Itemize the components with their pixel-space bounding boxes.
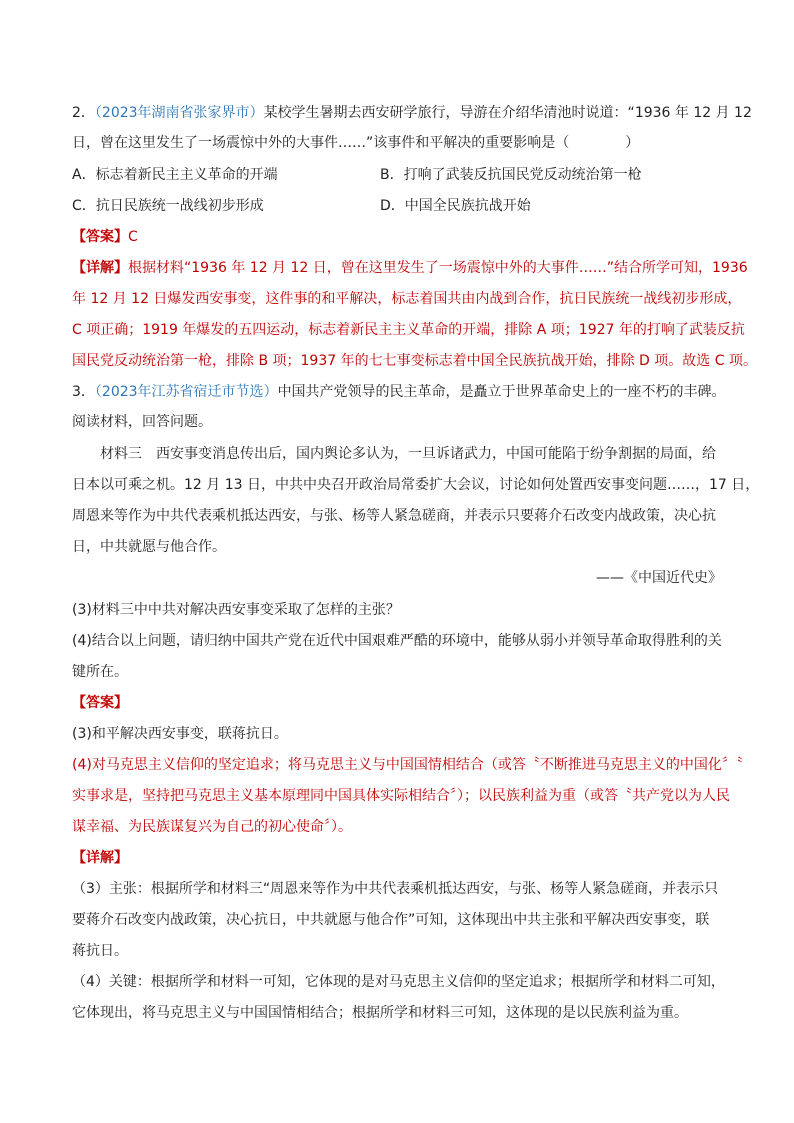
q3-number: 3．	[72, 384, 95, 400]
q3-source: 2023年江苏省宿迁市节选	[101, 384, 264, 400]
q3-detail-3-line-2: 要蒋介石改变内战政策，决心抗日，中共就愿与他合作”可知，这体现出中共主张和平解决西安事变，联	[72, 912, 710, 928]
q2-answer-line	[72, 227, 722, 247]
q3-stem-line-2: 阅读材料，回答问题。	[72, 414, 212, 430]
q3-material-line-4: 日，中共就愿与他合作。	[72, 539, 226, 555]
q2-detail-line-2: 年 12 月 12 日爆发西安事变，这件事的和平解决，标志着国共由内战到合作，抗日民族统一战线初步形成，	[72, 291, 742, 307]
q3-detail-3-line-3: 蒋抗日。	[72, 943, 128, 959]
q3-stem-line-1: 3．（2023年江苏省宿迁市节选）中国共产党领导的民主革命，是矗立于世界革命史上的一座不朽的丰碑。	[72, 384, 726, 400]
q2-stem-line-1: 2．（2023年湖南省张家界市）某校学生暑期去西安研学旅行，导游在介绍华清池时说道：“1936 年 12 月 12	[72, 105, 752, 121]
q3-sub-question-4-line-2: 键所在。	[72, 664, 128, 680]
q3-material-line-1: 材料三 西安事变消息传出后，国内舆论多认为，一旦诉诸武力，中国可能陷于纷争割据的局面，给	[100, 446, 716, 462]
q2-number: 2．	[72, 105, 95, 121]
q3-material-source: ——《中国近代史》	[596, 570, 722, 586]
q2-answer-value: C	[128, 229, 138, 245]
q3-answer-tag-line	[72, 693, 722, 713]
q2-detail-tag: 【详解】	[72, 260, 128, 276]
q2-stem-line-2: 日，曾在这里发生了一场震惊中外的大事件……”该事件和平解决的重要影响是（ ）	[72, 135, 640, 151]
q3-answer-3: (3)和平解决西安事变，联蒋抗日。	[72, 726, 288, 742]
q3-answer-4-line-2: 实事求是，坚持把马克思主义基本原理同中国具体实际相结合〞）；以民族利益为重（或答〝共产党以为人民	[72, 788, 730, 804]
q3-answer-4-line-3: 谋幸福、为民族谋复兴为自己的初心使命〞）。	[72, 819, 352, 835]
q3-detail-tag: 【详解】	[72, 850, 128, 866]
q3-detail-4-line-1: （4）关键：根据所学和材料一可知，它体现的是对马克思主义信仰的坚定追求；根据所学和材料二可知，	[72, 974, 725, 990]
q2-option-c: C．抗日民族统一战线初步形成	[72, 198, 264, 214]
q3-material-line-2: 日本以可乘之机。12 月 13 日，中共中央召开政治局常委扩大会议，讨论如何处置西安事变问题……，17 日，	[72, 477, 760, 493]
q2-stem-text-1: 某校学生暑期去西安研学旅行，导游在介绍华清池时说道：“1936 年 12 月 12	[263, 105, 752, 121]
q3-detail-3-line-1: （3）主张：根据所学和材料三“周恩来等作为中共代表乘机抵达西安，与张、杨等人紧急磋商，并表示只	[72, 881, 719, 897]
q2-option-d: D．中国全民族抗战开始	[380, 198, 531, 214]
q2-option-a: A．标志着新民主主义革命的开端	[72, 167, 278, 183]
q2-source: 2023年湖南省张家界市	[101, 105, 250, 121]
q2-answer-tag: 【答案】	[72, 229, 128, 245]
q3-answer-tag: 【答案】	[72, 695, 128, 711]
q2-detail-line-4: 国民党反动统治第一枪，排除 B 项；1937 年的七七事变标志着中国全民族抗战开始，排除 D 项。故选 C 项。	[72, 353, 757, 369]
q2-detail-line-1: 【详解】根据材料“1936 年 12 月 12 日，曾在这里发生了一场震惊中外的大事件……”结合所学可知，1936	[72, 260, 748, 276]
q3-sub-question-4-line-1: (4)结合以上问题，请归纳中国共产党在近代中国艰难严酷的环境中，能够从弱小并领导革命取得胜利的关	[72, 633, 722, 649]
q2-option-b: B．打响了武装反抗国民党反动统治第一枪	[380, 167, 642, 183]
q2-detail-line-3: C 项正确；1919 年爆发的五四运动，标志着新民主主义革命的开端，排除 A 项；1927 年的打响了武装反抗	[72, 322, 745, 338]
q3-stem-text-1: 中国共产党领导的民主革命，是矗立于世界革命史上的一座不朽的丰碑。	[277, 384, 726, 400]
q3-detail-tag-line	[72, 848, 722, 868]
q3-detail-4-line-2: 它体现出，将马克思主义与中国国情相结合；根据所学和材料三可知，这体现的是以民族利益为重。	[72, 1005, 688, 1021]
q3-answer-4-line-1: (4)对马克思主义信仰的坚定追求；将马克思主义与中国国情相结合（或答〝不断推进马克思主义的中国化〞〝	[72, 757, 743, 773]
q3-material-line-3: 周恩来等作为中共代表乘机抵达西安，与张、杨等人紧急磋商，并表示只要蒋介石改变内战政策，决心抗	[72, 508, 716, 524]
q3-sub-question-3: (3)材料三中中共对解决西安事变采取了怎样的主张？	[72, 602, 400, 618]
